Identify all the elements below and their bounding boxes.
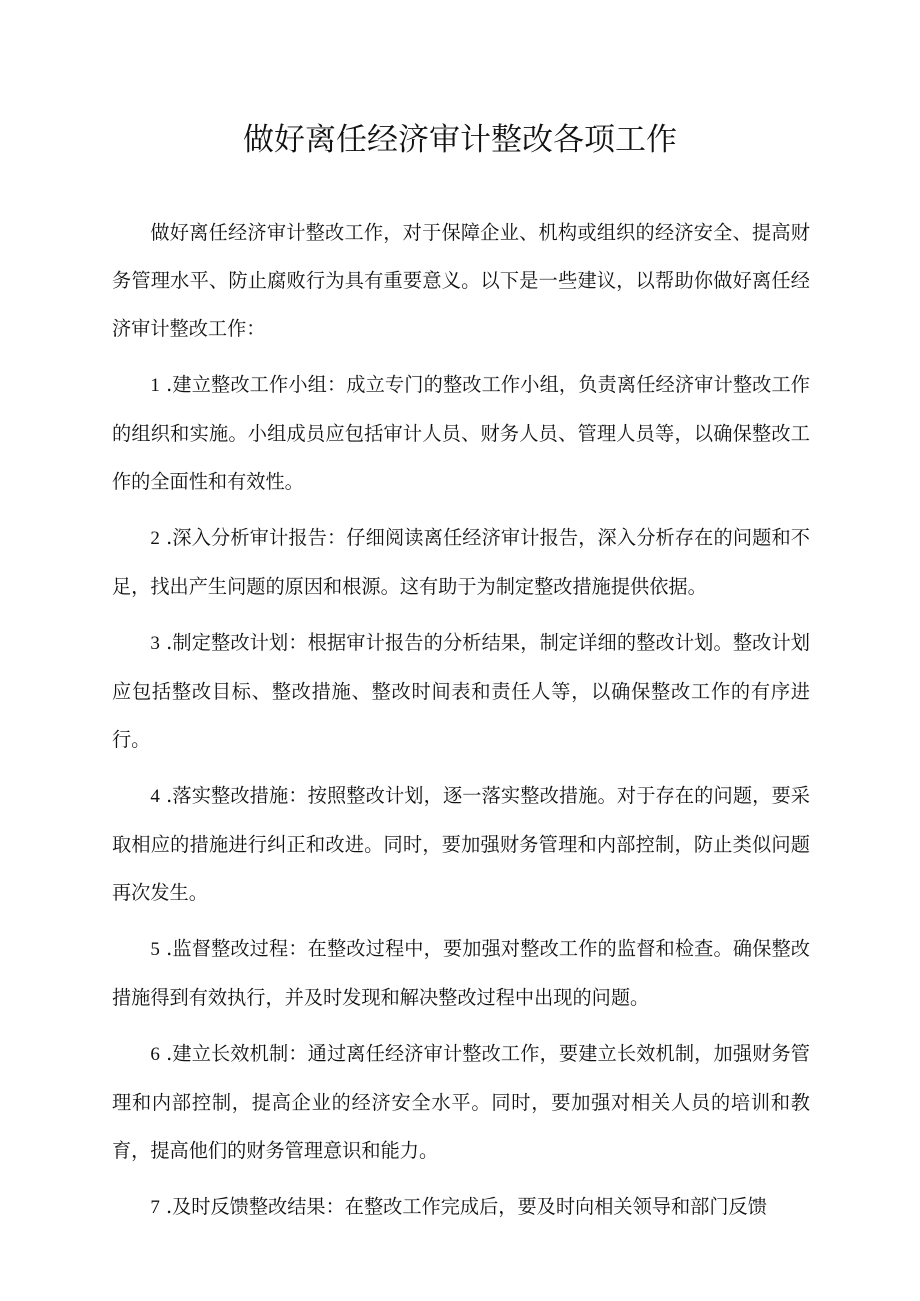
list-item-text: .建立长效机制：通过离任经济审计整改工作，要建立长效机制，加强财务管理和内部控制，提高企业的经济安全水平。同时，要加强对相关人员的培训和教育，提高他们的财务管理意识和能力。	[112, 1042, 810, 1162]
list-item-text: .建立整改工作小组：成立专门的整改工作小组，负责离任经济审计整改工作的组织和实施。小组成员应包括审计人员、财务人员、管理人员等，以确保整改工作的全面性和有效性。	[112, 373, 810, 493]
list-item-number: 7	[150, 1197, 160, 1218]
list-item-number: 1	[150, 375, 160, 396]
list-item-3	[112, 619, 810, 764]
intro-paragraph: 做好离任经济审计整改工作，对于保障企业、机构或组织的经济安全、提高财务管理水平、防止腐败行为具有重要意义。以下是一些建议，以帮助你做好离任经济审计整改工作：	[112, 221, 810, 340]
list-item-number: 5	[150, 939, 160, 960]
list-item-number: 6	[150, 1044, 160, 1065]
list-item-text: .制定整改计划：根据审计报告的分析结果，制定详细的整改计划。整改计划应包括整改目标、整改措施、整改时间表和责任人等，以确保整改工作的有序进行。	[112, 631, 810, 751]
list-item-number: 3	[150, 633, 160, 654]
document-body	[112, 209, 810, 1232]
document-title: 做好离任经济审计整改各项工作	[243, 122, 677, 158]
list-item-4	[112, 772, 810, 917]
list-item-2	[112, 514, 810, 611]
list-item-text: .深入分析审计报告：仔细阅读离任经济审计报告，深入分析存在的问题和不足，找出产生问题的原因和根源。这有助于为制定整改措施提供依据。	[112, 526, 810, 598]
list-item-5	[112, 925, 810, 1022]
list-item-text: .及时反馈整改结果：在整改工作完成后，要及时向相关领导和部门反馈	[166, 1195, 767, 1218]
list-item-number: 2	[150, 528, 160, 549]
list-item-number: 4	[150, 786, 160, 807]
list-item-1	[112, 361, 810, 506]
list-item-text: .落实整改措施：按照整改计划，逐一落实整改措施。对于存在的问题，要采取相应的措施进行纠正和改进。同时，要加强财务管理和内部控制，防止类似问题再次发生。	[112, 784, 810, 904]
list-item-6	[112, 1030, 810, 1175]
list-item-7	[112, 1183, 810, 1232]
list-item-text: .监督整改过程：在整改过程中，要加强对整改工作的监督和检查。确保整改措施得到有效执行，并及时发现和解决整改过程中出现的问题。	[112, 937, 810, 1009]
